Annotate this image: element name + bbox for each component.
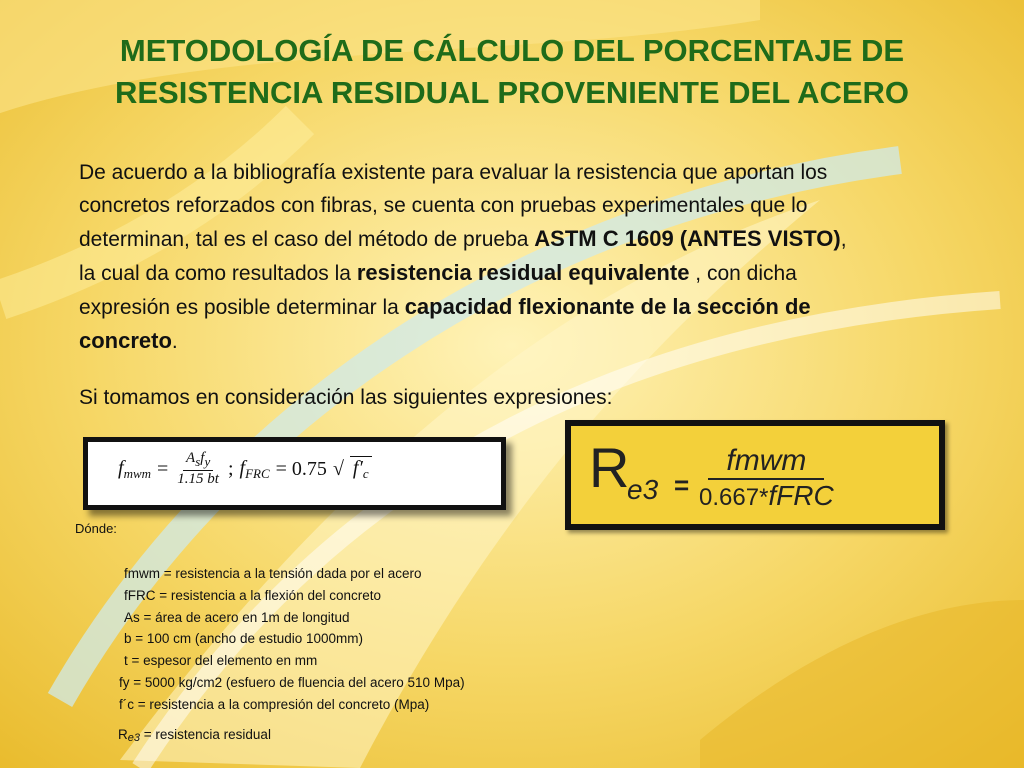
paragraph-text: determinan, tal es el caso del método de prueba [79, 228, 535, 251]
paragraph-text: la cual da como resultados la [79, 262, 357, 285]
formula-subscript: FRC [245, 465, 270, 481]
re-def-symbol: R [118, 726, 128, 742]
paragraph-line-3 [79, 222, 959, 256]
formula-symbol: f′ [352, 457, 363, 479]
definitions-list [112, 563, 465, 749]
formula-subscript: c [362, 466, 369, 481]
definition-item: f´c = resistencia a la compresión del concreto (Mpa) [119, 696, 430, 712]
formula-fraction [174, 450, 222, 488]
sqrt-icon: √ [332, 457, 344, 480]
slide-title [60, 30, 964, 114]
definition-item: As = área de acero en 1m de longitud [124, 609, 350, 625]
paragraph-line-2: concretos reforzados con fibras, se cuenta con pruebas experimentales que lo [79, 194, 808, 217]
paragraph-bold-capacidad: capacidad flexionante de la sección de [404, 294, 811, 319]
paragraph-line-1: De acuerdo a la bibliografía existente para evaluar la resistencia que aportan los [79, 161, 828, 184]
paragraph-text: . [171, 330, 178, 353]
definition-item-re3 [112, 724, 465, 750]
re-symbol: R [589, 436, 630, 499]
formula-separator: ; [227, 457, 234, 480]
formula-fmwm [118, 450, 372, 488]
re-def-subscript: e3 [127, 731, 140, 744]
paragraph-bold-astm: ASTM C 1609 (ANTES VISTO) [534, 226, 841, 251]
re-subscript: e3 [627, 474, 659, 505]
formula-box-re3 [565, 420, 945, 530]
re-fraction [699, 444, 834, 512]
re-def-text: = resistencia residual [140, 726, 271, 742]
formula-subscript: mwm [123, 465, 152, 481]
paragraph-text: expresión es posible determinar la [79, 296, 405, 319]
paragraph-line-5 [79, 290, 959, 324]
formula-equals: = [157, 457, 169, 480]
body-paragraph [79, 156, 959, 358]
re-equals: = [674, 470, 690, 500]
definition-item: fmwm = resistencia a la tensión dada por el acero [124, 566, 422, 581]
formula-subscript: s [195, 454, 201, 469]
paragraph-bold-resistencia: resistencia residual equivalente [356, 260, 690, 285]
definition-item: fy = 5000 kg/cm2 (esfuero de fluencia del acero 510 Mpa) [119, 674, 465, 690]
title-line-1: METODOLOGÍA DE CÁLCULO DEL PORCENTAJE DE [119, 33, 905, 68]
expressions-intro: Si tomamos en consideración las siguientes expresiones: [79, 386, 613, 409]
donde-label: Dónde: [75, 521, 117, 536]
definition-item: fFRC = resistencia a la flexión del concreto [124, 587, 381, 603]
paragraph-text: , con dicha [689, 262, 797, 285]
fraction-denominator: 1.15 bt [177, 471, 219, 487]
definition-item: b = 100 cm (ancho de estudio 1000mm) [124, 631, 364, 647]
formula-symbol: f [200, 450, 205, 466]
formula-symbol: f [239, 456, 246, 479]
re-den-operator: * [759, 484, 769, 511]
paragraph-line-4 [79, 256, 959, 290]
fraction-numerator [183, 450, 213, 471]
title-line-2: RESISTENCIA RESIDUAL PROVENIENTE DEL ACERO [114, 75, 910, 110]
formula-coefficient: = 0.75 [275, 457, 327, 480]
re-den-coefficient: 0.667 [699, 484, 760, 511]
formula-subscript: y [204, 454, 211, 469]
formula-symbol: f [118, 456, 124, 479]
formula-radicand [350, 456, 372, 482]
definition-item: t = espesor del elemento en mm [124, 653, 318, 669]
paragraph-text: , [840, 228, 847, 251]
formula-symbol: A [186, 450, 196, 466]
formula-box-fmwm [83, 437, 506, 510]
re-denominator [699, 480, 834, 512]
paragraph-line-6 [79, 324, 959, 358]
re-numerator: fmwm [708, 444, 824, 480]
paragraph-bold-concreto: concreto [79, 328, 172, 353]
re-den-symbol: fFRC [768, 480, 834, 511]
